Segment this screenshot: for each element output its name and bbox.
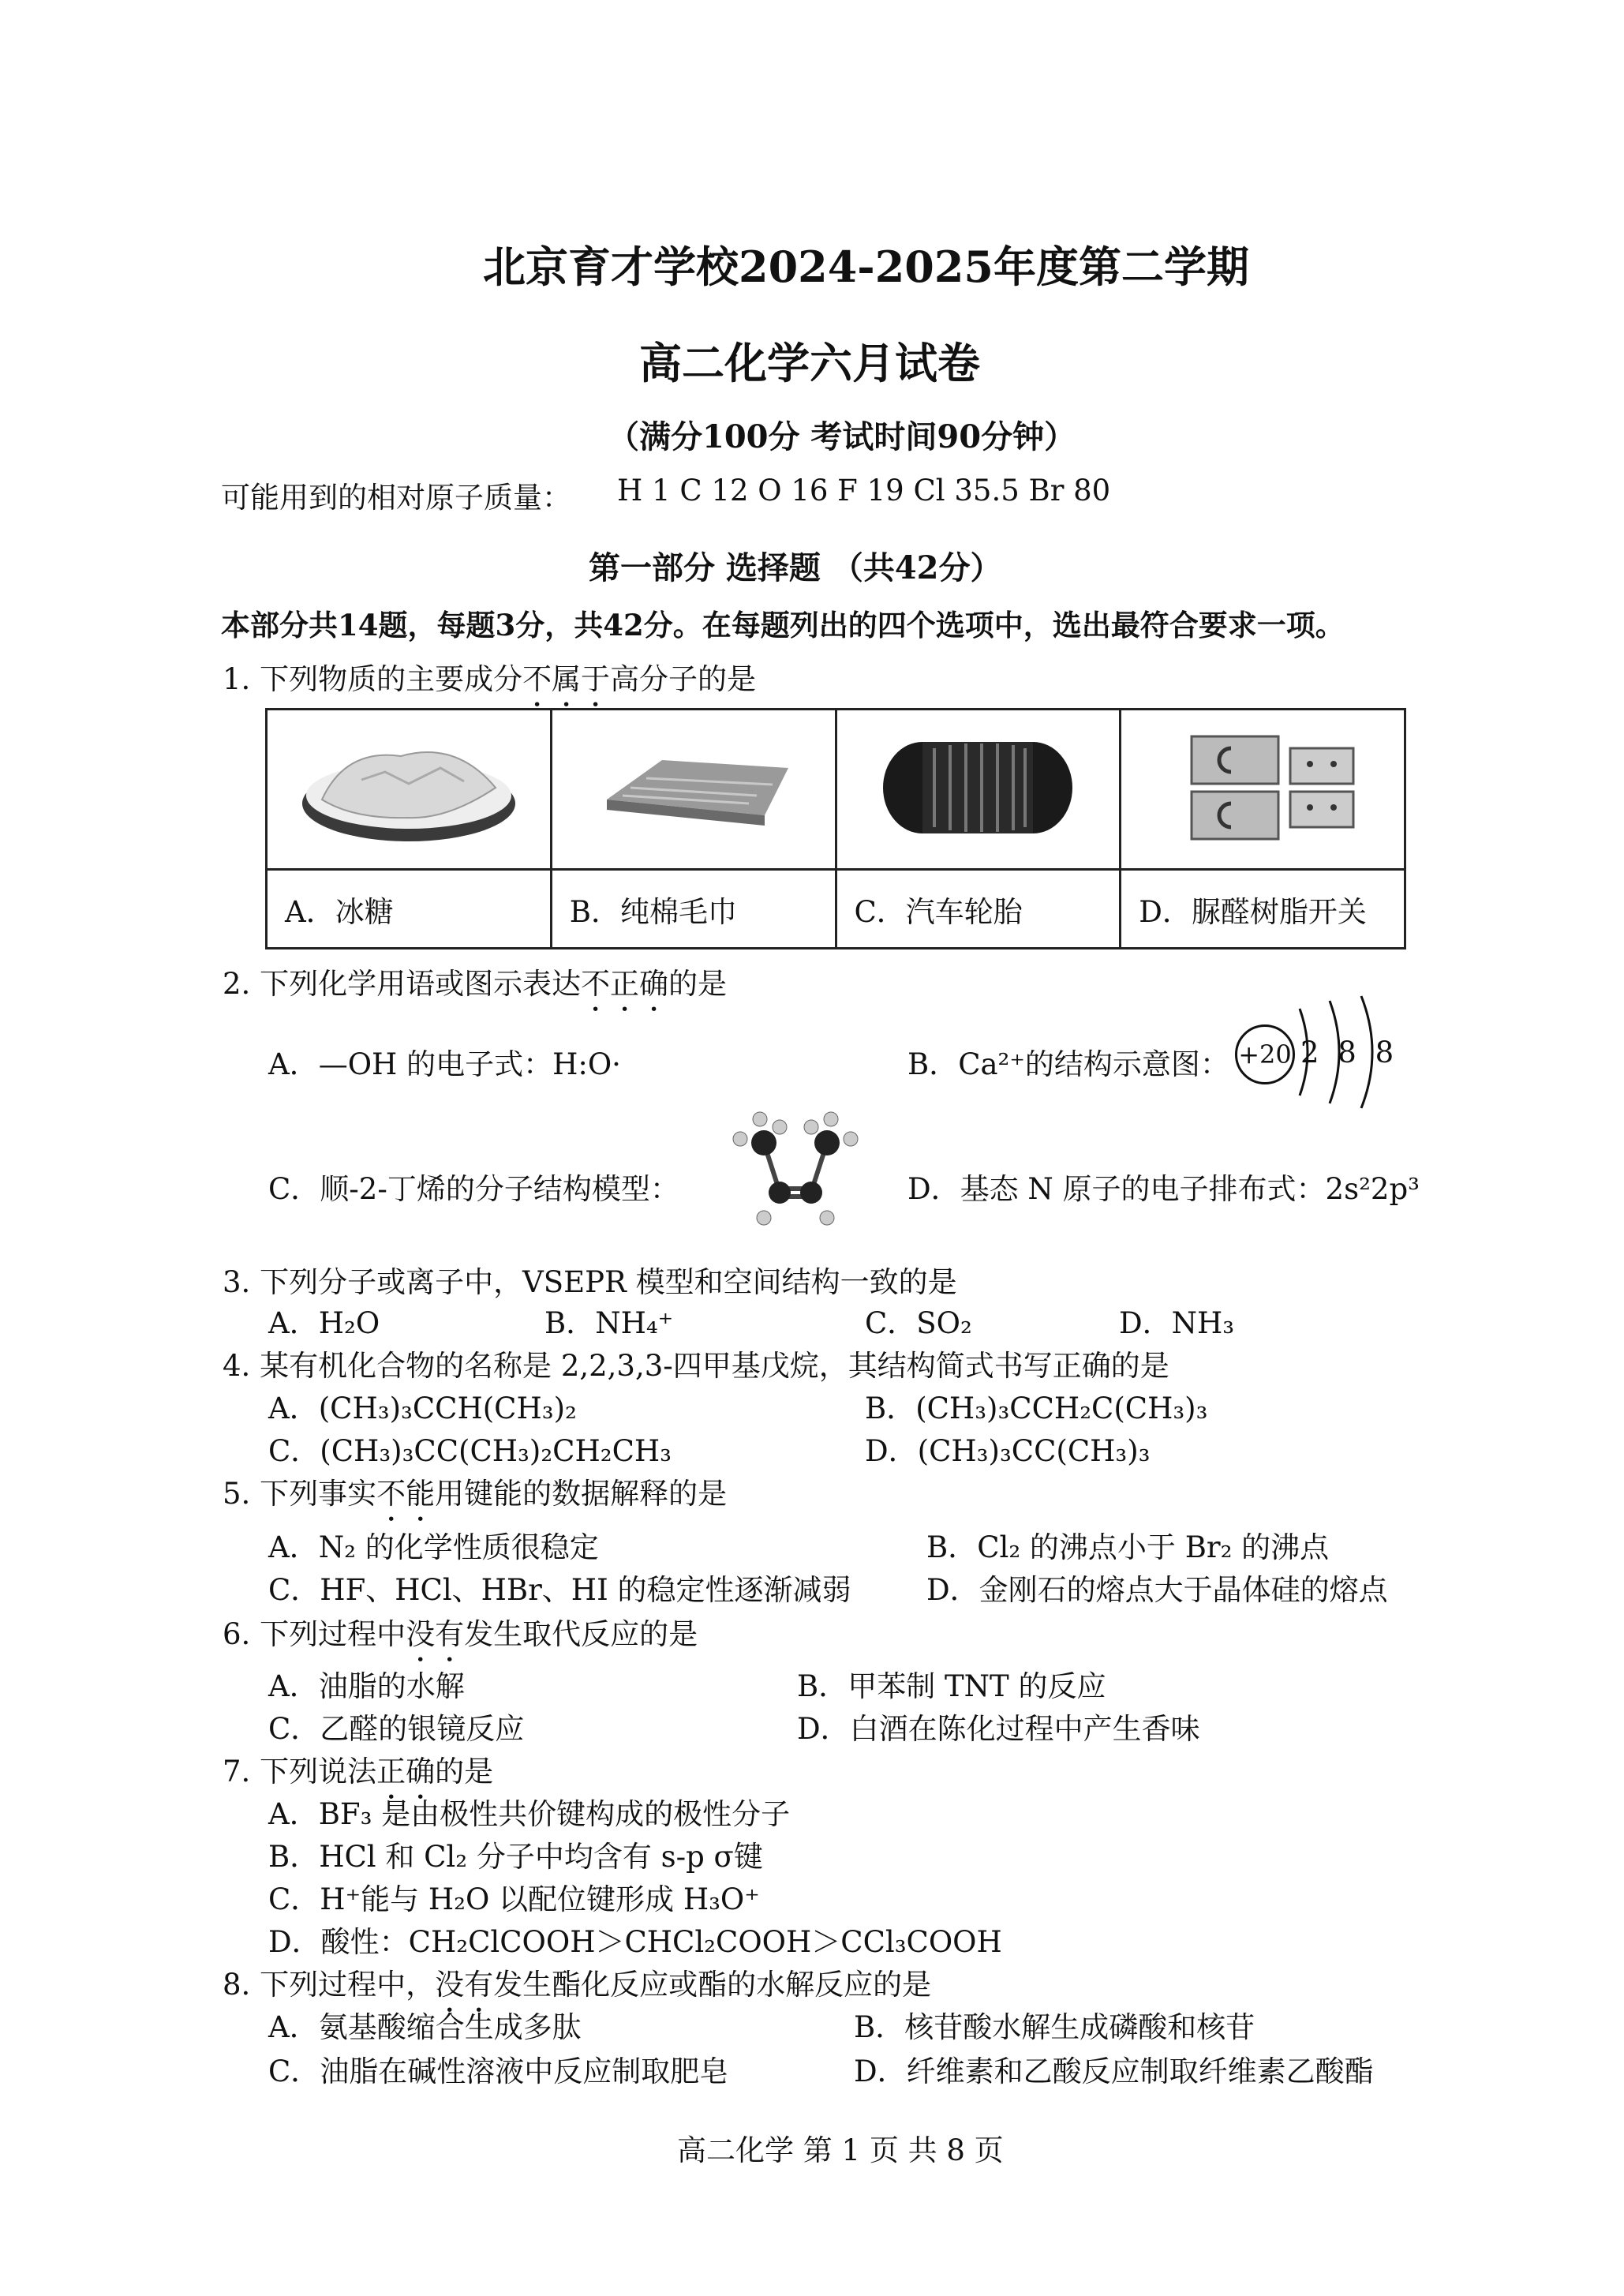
car-tire-image (836, 710, 1121, 870)
question-7-stem: 7. 下列说法正确的是 (223, 1755, 494, 1788)
question-7-option-d[interactable]: D．酸性：CH₂ClCOOH＞CHCl₂COOH＞CCl₃COOH (268, 1925, 1002, 1959)
question-8-option-a[interactable]: A．氨基酸缩合生成多肽 (268, 2010, 582, 2044)
question-1-stem: 1. 下列物质的主要成分不属于高分子的是 (223, 662, 757, 696)
section-instruction: 本部分共14题，每题3分，共42分。在每题列出的四个选项中，选出最符合要求一项。 (221, 608, 1345, 642)
question-3-option-b[interactable]: B．NH₄⁺ (544, 1306, 674, 1340)
rock-candy-image (267, 710, 552, 870)
question-8-option-b[interactable]: B．核苷酸水解生成磷酸和核苷 (854, 2010, 1255, 2044)
question-3-stem: 3. 下列分子或离子中，VSEPR 模型和空间结构一致的是 (223, 1265, 957, 1299)
cotton-towel-image (551, 710, 836, 870)
calcium-ion-nucleus: +20 (1235, 1024, 1295, 1084)
question-1-option-a[interactable]: A．冰糖 (267, 870, 552, 949)
question-5-option-d[interactable]: D．金刚石的熔点大于晶体硅的熔点 (926, 1573, 1388, 1607)
atomic-masses: H 1 C 12 O 16 F 19 Cl 35.5 Br 80 (617, 474, 1111, 508)
question-8-option-c[interactable]: C．油脂在碱性溶液中反应制取肥皂 (268, 2054, 729, 2088)
question-5-option-a[interactable]: A．N₂ 的化学性质很稳定 (268, 1530, 599, 1564)
page-footer: 高二化学 第 1 页 共 8 页 (677, 2133, 1004, 2167)
question-4-option-c[interactable]: C．(CH₃)₃CC(CH₃)₂CH₂CH₃ (268, 1434, 672, 1468)
question-6-option-b[interactable]: B．甲苯制 TNT 的反应 (797, 1669, 1106, 1703)
exam-subtitle: 高二化学六月试卷 (639, 338, 980, 388)
question-6-option-c[interactable]: C．乙醛的银镜反应 (268, 1712, 525, 1746)
question-4-option-a[interactable]: A．(CH₃)₃CCH(CH₃)₂ (268, 1391, 577, 1425)
question-2-option-c[interactable]: C．顺-2-丁烯的分子结构模型： (268, 1172, 679, 1206)
electron-shell-counts: 2 8 8 (1300, 1036, 1399, 1069)
question-4-option-d[interactable]: D．(CH₃)₃CC(CH₃)₃ (865, 1434, 1151, 1468)
question-4-stem: 4. 某有机化合物的名称是 2,2,3,3-四甲基戊烷，其结构简式书写正确的是 (223, 1349, 1169, 1383)
question-4-option-b[interactable]: B．(CH₃)₃CCH₂C(CH₃)₃ (865, 1391, 1208, 1425)
question-1-image-table (265, 708, 1406, 949)
question-5-option-c[interactable]: C．HF、HCl、HBr、HI 的稳定性逐渐减弱 (268, 1573, 851, 1607)
cis-2-butene-model (717, 1103, 874, 1230)
question-2-option-a[interactable]: A．—OH 的电子式：H:O· (268, 1047, 621, 1081)
question-2-option-d[interactable]: D．基态 N 原子的电子排布式：2s²2p³ (907, 1172, 1420, 1206)
question-3-option-d[interactable]: D．NH₃ (1119, 1306, 1235, 1340)
question-6-option-d[interactable]: D．白酒在陈化过程中产生香味 (797, 1712, 1200, 1746)
question-3-option-a[interactable]: A．H₂O (268, 1306, 380, 1340)
question-2-option-b[interactable]: B．Ca²⁺的结构示意图： (907, 1047, 1229, 1081)
question-7-option-c[interactable]: C．H⁺能与 H₂O 以配位键形成 H₃O⁺ (268, 1882, 760, 1916)
question-1-option-d[interactable]: D．脲醛树脂开关 (1121, 870, 1405, 949)
section-title: 第一部分 选择题 （共42分） (589, 549, 1002, 586)
question-1-option-c[interactable]: C．汽车轮胎 (836, 870, 1121, 949)
question-1-option-b[interactable]: B．纯棉毛巾 (551, 870, 836, 949)
question-7-option-b[interactable]: B．HCl 和 Cl₂ 分子中均含有 s-p σ键 (268, 1840, 763, 1874)
question-7-option-a[interactable]: A．BF₃ 是由极性共价键构成的极性分子 (268, 1797, 791, 1831)
exam-title: 北京育才学校2024-2025年度第二学期 (483, 242, 1249, 292)
question-5-stem: 5. 下列事实不能用键能的数据解释的是 (223, 1477, 728, 1511)
question-6-stem: 6. 下列过程中没有发生取代反应的是 (223, 1617, 698, 1651)
atomic-mass-label: 可能用到的相对原子质量： (221, 481, 571, 515)
resin-switch-image (1121, 710, 1405, 870)
exam-info: （满分100分 考试时间90分钟） (608, 418, 1076, 455)
question-5-option-b[interactable]: B．Cl₂ 的沸点小于 Br₂ 的沸点 (926, 1530, 1330, 1564)
question-8-stem: 8. 下列过程中，没有发生酯化反应或酯的水解反应的是 (223, 1968, 932, 2002)
question-2-stem: 2. 下列化学用语或图示表达不正确的是 (223, 967, 728, 1001)
question-3-option-c[interactable]: C．SO₂ (865, 1306, 972, 1340)
question-8-option-d[interactable]: D．纤维素和乙酸反应制取纤维素乙酸酯 (854, 2054, 1374, 2088)
question-6-option-a[interactable]: A．油脂的水解 (268, 1669, 465, 1703)
